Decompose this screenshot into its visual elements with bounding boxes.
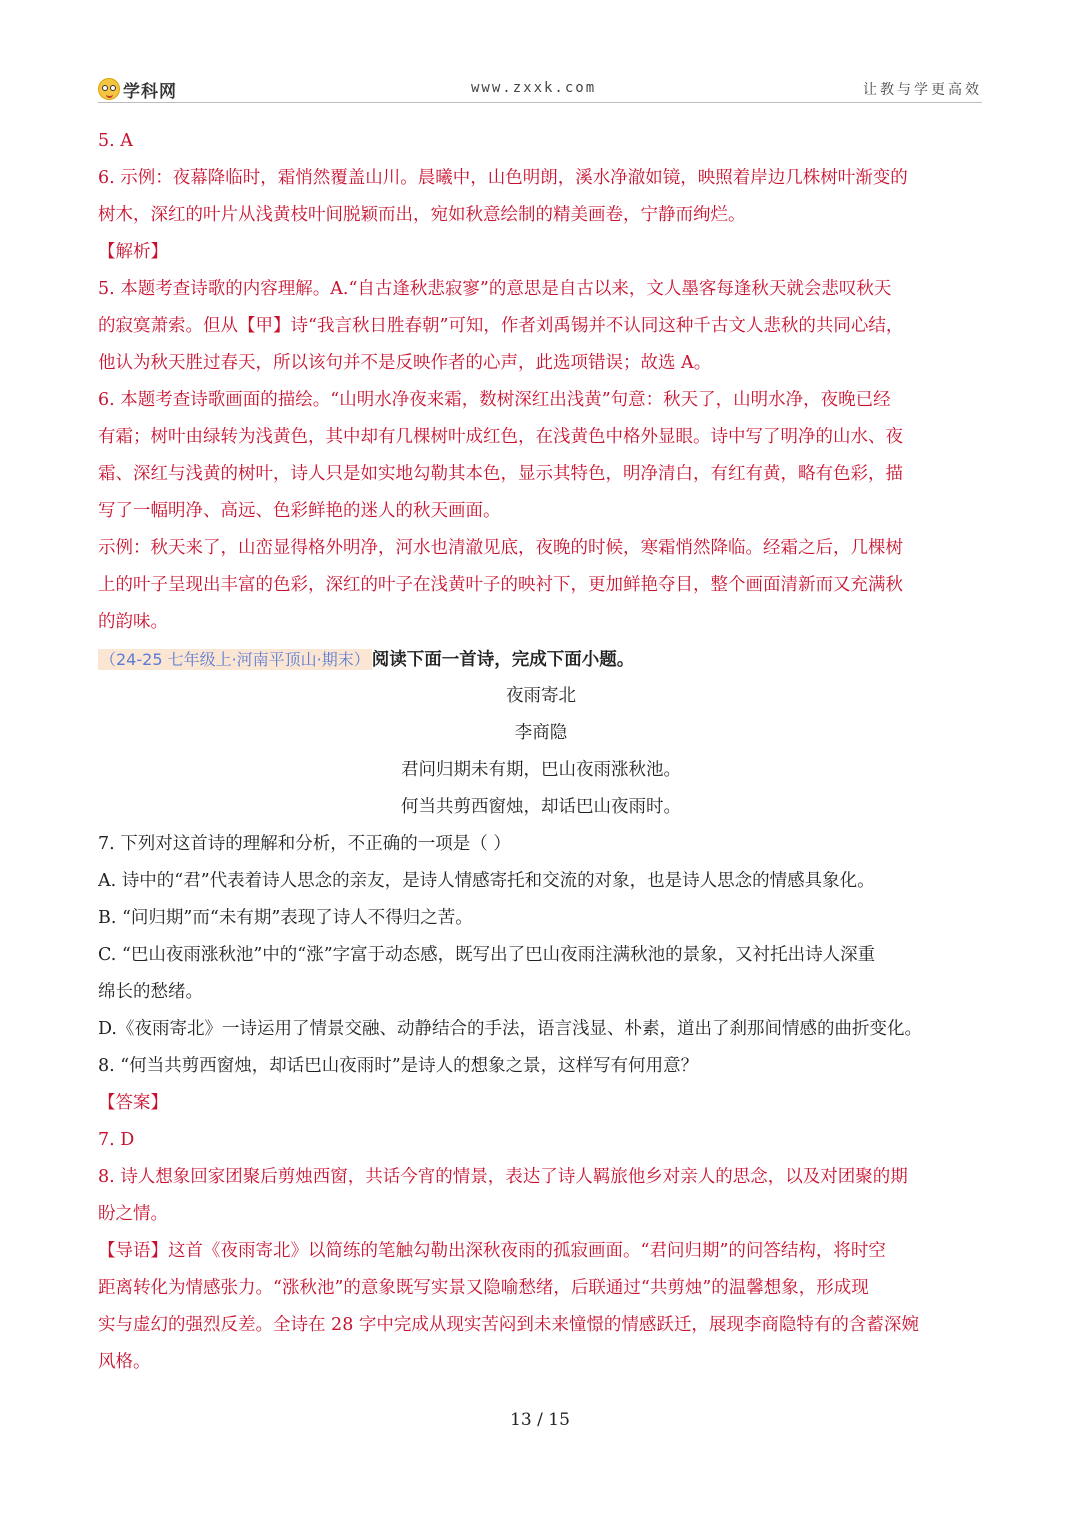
text-line: 6. 本题考查诗歌画面的描绘。“山明水净夜来霜，数树深红出浅黄”句意：秋天了，山明水净，夜晚已经 [98,390,891,410]
text-line: 霜、深红与浅黄的树叶，诗人只是如实地勾勒其本色，显示其特色，明净清白，有红有黄，略有色彩，描 [98,464,903,484]
document-body [98,123,984,1381]
text-line: 实与虚幻的强烈反差。全诗在 28 字中完成从现实苦闷到未来憧憬的情感跃迁，展现李商隐特有的含蓄深婉 [98,1315,919,1335]
brand-logo [98,76,177,102]
text-line: 的寂寞萧索。但从【甲】诗“我言秋日胜春朝”可知，作者刘禹锡并不认同这种千古文人悲秋的共同心结， [98,316,904,336]
source-tag: （24-25 七年级上·河南平顶山·期末） [100,650,370,669]
logo-text: 学科网 [123,81,177,102]
text-line: 上的叶子呈现出丰富的色彩，深红的叶子在浅黄叶子的映衬下，更加鲜艳夺目，整个画面清新而又充满秋 [98,575,903,595]
text-line: D.《夜雨寄北》一诗运用了情景交融、动静结合的手法，语言浅显、朴素，道出了刹那间情感的曲折变化。 [98,1019,922,1039]
text-line: 他认为秋天胜过春天，所以该句并不是反映作者的心声，此选项错误；故选 A。 [98,353,712,373]
page-header [98,76,982,102]
text-line: 写了一幅明净、高远、色彩鲜艳的迷人的秋天画面。 [98,501,501,521]
text-line: 8. “何当共剪西窗烛，却话巴山夜雨时”是诗人的想象之景，这样写有何用意？ [98,1056,699,1076]
owl-logo-icon [98,78,120,100]
text-line: 6. 示例：夜幕降临时，霜悄然覆盖山川。晨曦中，山色明朗，溪水净澈如镜，映照着岸边几株树叶渐变的 [98,168,908,188]
text-line: 【解析】 [98,242,168,262]
text-line: A. 诗中的“君”代表着诗人思念的亲友，是诗人情感寄托和交流的对象，也是诗人思念的情感具象化。 [98,871,875,891]
poem-author: 李商隐 [514,723,568,743]
text-line: 绵长的愁绪。 [98,982,203,1002]
question-7-stem: 7. 下列对这首诗的理解和分析，不正确 · · ·的一项是（ ） [98,826,984,863]
poem-title: 夜雨寄北 [506,686,576,706]
text-line: 风格。 [98,1352,151,1372]
emphasis-not-correct: 不正确 · · · [348,834,401,854]
text-line: 7. D [98,1130,135,1150]
text-line: 树木，深红的叶片从浅黄枝叶间脱颖而出，宛如秋意绘制的精美画卷，宁静而绚烂。 [98,205,746,225]
text-line: 盼之情。 [98,1204,168,1224]
text-line: 有霜；树叶由绿转为浅黄色，其中却有几棵树叶成红色，在浅黄色中格外显眼。诗中写了明净的山水、夜 [98,427,903,447]
text-line: 的韵味。 [98,612,168,632]
text-line: 示例：秋天来了，山峦显得格外明净，河水也清澈见底，夜晚的时候，寒霜悄然降临。经霜之后，几棵树 [98,538,903,558]
answer-analysis-block [98,123,984,641]
question-intro [98,641,984,678]
text-line: 【导语】这首《夜雨寄北》以简练的笔触勾勒出深秋夜雨的孤寂画面。“君问归期”的问答结构，将时空 [98,1241,886,1261]
text-line: B. “问归期”而“未有期”表现了诗人不得归之苦。 [98,908,473,928]
text-line: 【答案】 [98,1093,168,1113]
text-line: 距离转化为情感张力。“涨秋池”的意象既写实景又隐喻愁绪，后联通过“共剪烛”的温馨想象，形成现 [98,1278,869,1298]
site-url: www.zxxk.com [471,80,597,96]
options-answer-block [98,863,984,1381]
header-divider [98,102,982,103]
page-number: 13 / 15 [510,1410,570,1430]
text-line: 8. 诗人想象回家团聚后剪烛西窗，共话今宵的情景，表达了诗人羁旅他乡对亲人的思念，以及对团聚的期 [98,1167,908,1187]
text-line: 5. 本题考查诗歌的内容理解。A.“自古逢秋悲寂寥”的意思是自古以来，文人墨客每逢秋天就会悲叹秋天 [98,279,892,299]
text-line: 5. A [98,131,133,151]
poem-line-1: 君问归期未有期，巴山夜雨涨秋池。 [401,760,681,780]
poem-line-2: 何当共剪西窗烛，却话巴山夜雨时。 [401,797,681,817]
header-slogan: 让教与学更高效 [863,82,982,98]
intro-text: 阅读下面一首诗，完成下面小题。 [371,650,635,670]
text-line: C. “巴山夜雨涨秋池”中的“涨”字富于动态感，既写出了巴山夜雨注满秋池的景象，又衬托出诗人深重 [98,945,876,965]
